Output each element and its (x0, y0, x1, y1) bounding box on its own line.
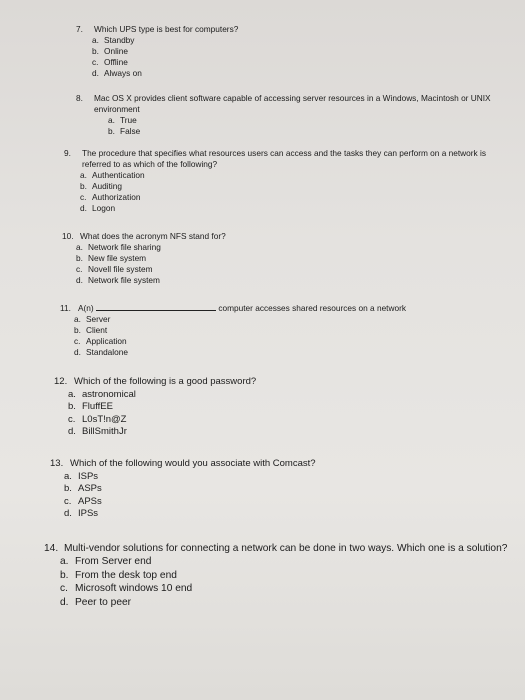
question-10 (62, 231, 462, 286)
option-b: b. ASPs (64, 483, 102, 494)
option-d: d. Logon (80, 203, 116, 213)
question-number: 9. (64, 148, 71, 158)
question-number: 7. (76, 24, 83, 34)
answer-blank (96, 302, 216, 311)
option-c: c. L0sT!n@Z (68, 413, 127, 425)
option-b: b. FluffEE (68, 401, 113, 412)
option-a: a. Authentication (80, 170, 145, 180)
question-number: 14. (44, 543, 59, 554)
question-12 (54, 376, 474, 439)
option-c: c. APSs (64, 495, 102, 507)
option-b: b. From the desk top end (60, 569, 177, 581)
option-b: b. Client (74, 325, 108, 335)
option-c: c. Authorization (80, 192, 141, 202)
option-d: d. Always on (92, 68, 142, 78)
option-b: b. Online (92, 46, 128, 56)
option-c: c. Microsoft windows 10 end (60, 583, 193, 595)
question-text-end: computer accesses shared resources on a network (218, 303, 407, 313)
question-text-start: A(n) (78, 303, 94, 313)
question-7 (76, 24, 456, 79)
option-d: d. Standalone (74, 347, 128, 357)
option-d: d. Peer to peer (60, 596, 132, 608)
question-text: The procedure that specifies what resources users can access and the tasks they can perform on a network is referred to as which of the following? (82, 148, 486, 169)
question-number: 8. (76, 93, 83, 103)
option-a: a. Standby (92, 35, 135, 45)
option-c: c. Novell file system (76, 264, 153, 274)
question-text: Multi-vendor solutions for connecting a network can be done in two ways. Which one is a solution? (64, 543, 508, 554)
option-a: a. Network file sharing (76, 242, 161, 252)
question-14 (44, 542, 520, 609)
question-number: 13. (50, 458, 64, 469)
option-d: d. Network file system (76, 275, 160, 285)
question-11 (60, 302, 480, 358)
option-a: a. True (108, 115, 137, 125)
option-c: c. Application (74, 336, 127, 346)
question-number: 12. (54, 376, 68, 387)
question-text: Which UPS type is best for computers? (94, 24, 239, 34)
option-b: b. New file system (76, 253, 147, 263)
question-text: Mac OS X provides client software capable of accessing server resources in a Windows, Macintosh or UNIX environment (94, 93, 491, 114)
question-number: 11. (60, 303, 71, 313)
option-d: d. BillSmithJr (68, 426, 127, 437)
question-number: 10. (62, 231, 74, 241)
question-13 (50, 458, 490, 521)
option-a: a. From Server end (60, 556, 152, 568)
option-b: b. Auditing (80, 181, 122, 191)
option-a: a. ISPs (64, 470, 99, 482)
option-c: c. Offline (92, 57, 128, 67)
question-text: Which of the following would you associate with Comcast? (70, 458, 316, 469)
question-9 (64, 148, 494, 214)
option-b: b. False (108, 126, 141, 136)
question-8 (76, 93, 496, 137)
option-d: d. IPSs (64, 508, 99, 519)
option-a: a. astronomical (68, 388, 136, 400)
option-a: a. Server (74, 314, 111, 324)
question-text: Which of the following is a good password? (74, 376, 257, 387)
question-text: What does the acronym NFS stand for? (80, 231, 226, 241)
